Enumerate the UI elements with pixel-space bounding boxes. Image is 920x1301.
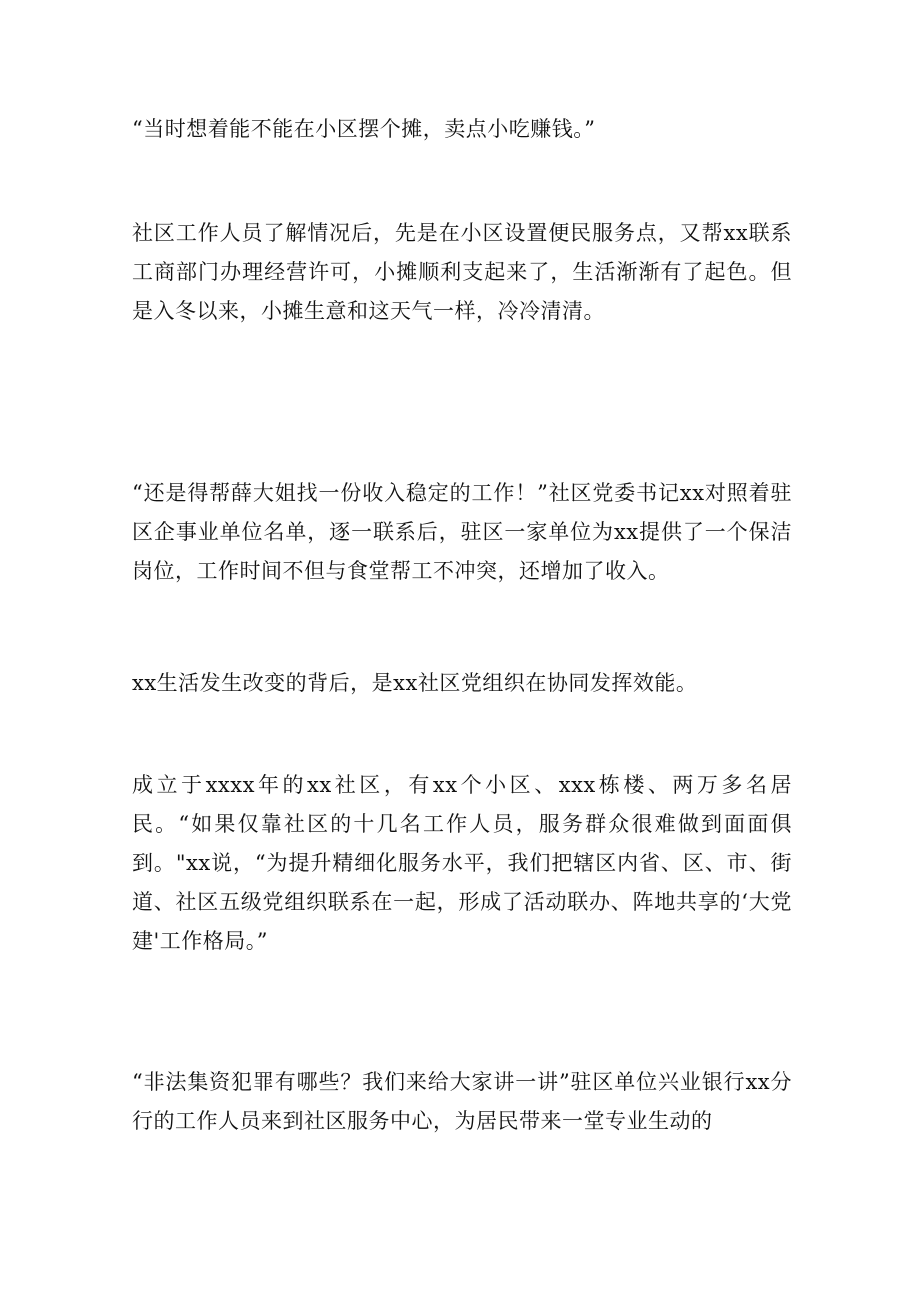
- paragraph-4: xx生活发生改变的背后，是xx社区党组织在协同发挥效能。: [132, 671, 698, 695]
- paragraph-3: “还是得帮薛大姐找一份收入稳定的工作！”社区党委书记xx对照着驻区企事业单位名单，逐一联系后，驻区一家单位为xx提供了一个保洁岗位，工作时间不但与食堂帮工不冲突，还增加了收入。: [132, 481, 792, 583]
- paragraph-6: “非法集资犯罪有哪些？我们来给大家讲一讲”驻区单位兴业银行xx分行的工作人员来到社区服务中心，为居民带来一堂专业生动的: [132, 1070, 792, 1133]
- paragraph-5: 成立于xxxx年的xx社区，有xx个小区、xxx栋楼、两万多名居民。“如果仅靠社区的十几名工作人员，服务群众很难做到面面俱到。"xx说，“为提升精细化服务水平，我们把辖区内省、区、市、街道、社区五级党组织联系在一起，形成了活动联办、阵地共享的‘大党建'工作格局。”: [132, 773, 792, 953]
- paragraph-1: “当时想着能不能在小区摆个摊，卖点小吃赚钱。”: [132, 117, 596, 141]
- paragraph-2: 社区工作人员了解情况后，先是在小区设置便民服务点，又帮xx联系工商部门办理经营许可，小摊顺利支起来了，生活渐渐有了起色。但是入冬以来，小摊生意和这天气一样，冷冷清清。: [132, 221, 792, 323]
